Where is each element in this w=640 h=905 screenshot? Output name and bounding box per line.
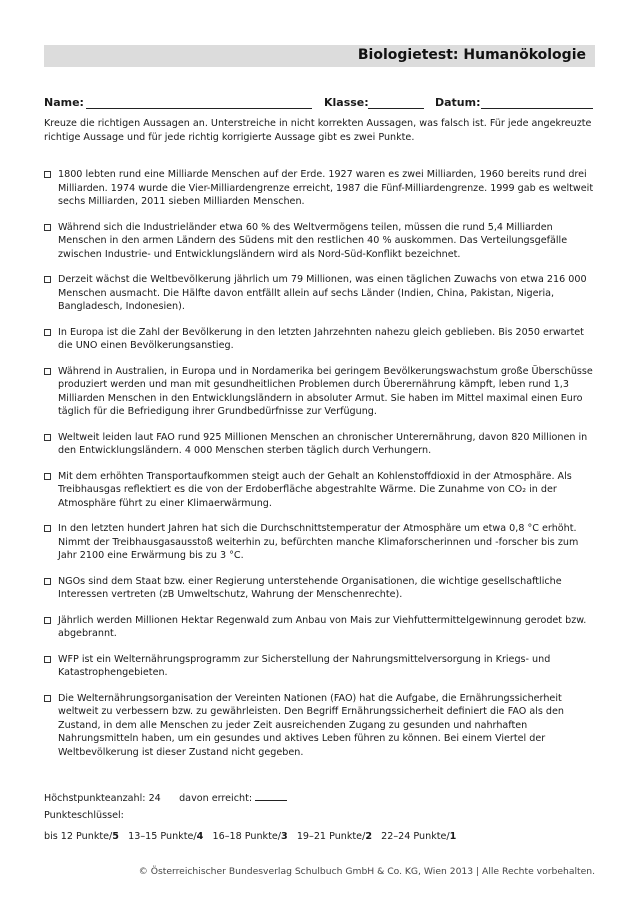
grade-value: 4 <box>196 831 204 842</box>
statement-item <box>44 614 595 641</box>
student-fields <box>44 96 595 112</box>
statement-item <box>44 365 595 419</box>
grade-value: 3 <box>280 831 288 842</box>
statement-text: Während sich die Industrieländer etwa 60 % des Weltvermögens teilen, müssen die rund 5,4 Milliarden Menschen in den armen Ländern des Südens mit den restlichen 40 % auskommen. Das Verteilungsgefälle zwischen Industrie- und Entwicklungsländern wird als Nord-Süd-Konflikt bezeichnet. <box>58 221 568 260</box>
score-line <box>44 790 287 804</box>
statement-text: Derzeit wächst die Weltbevölkerung jährlich um 79 Millionen, was einen täglichen Zuwachs von etwa 216 000 Menschen ausmacht. Die Hälfte davon entfällt allein auf sechs Länder (Indien, China, Pakistan, Nigeria, Bangladesch, Indonesien). <box>58 274 587 312</box>
statement-text: Die Welternährungsorganisation der Vereinten Nationen (FAO) hat die Aufgabe, die Ernährungssicherheit weltweit zu verbessern bzw. zu gewährleisten. Den Begriff Ernährungssicherheit definiert die FAO als den Zustand, in dem alle Menschen zu jeder Zeit ausreichenden Zugang zu gesunden und nahrhaften Nahrungsmitteln haben, um ein gesundes und aktives Leben führen zu können. Bei einem Viertel der Weltbevölkerung ist dieser Zustand nicht gegeben. <box>58 692 564 758</box>
klasse-label: Klasse: <box>324 96 369 109</box>
name-label: Name: <box>44 96 84 109</box>
grade-range: 16–18 Punkte/ <box>212 831 281 842</box>
statement-text: Weltweit leiden laut FAO rund 925 Millionen Menschen an chronischer Unterernährung, davon 820 Millionen in den Entwicklungsländern. 4 000 Menschen sterben täglich durch Verhungern. <box>58 431 588 456</box>
checkbox[interactable] <box>44 368 51 375</box>
statement-item <box>44 692 595 760</box>
checkbox[interactable] <box>44 329 51 336</box>
statement-text: NGOs sind dem Staat bzw. einer Regierung unterstehende Organisationen, die wichtige gesellschaftliche Interessen vertreten (zB Umweltschutz, Wahrung der Menschenrechte). <box>58 575 562 600</box>
statement-text: In den letzten hundert Jahren hat sich die Durchschnittstemperatur der Atmosphäre um etwa 0,8 °C erhöht. Nimmt der Treibhausgasausstoß weiterhin zu, befürchten manche Klimaforscherinnen und -forscher bis zum Jahr 2100 eine Erwärmung bis zu 3 °C. <box>58 523 579 561</box>
checkbox[interactable] <box>44 473 51 480</box>
header-bar <box>44 45 595 67</box>
statement-text: In Europa ist die Zahl der Bevölkerung in den letzten Jahrzehnten nahezu gleich geblieben. Bis 2050 erwartet die UNO einen Bevölkerungsanstieg. <box>58 326 584 351</box>
statement-item <box>44 470 595 511</box>
statement-item <box>44 273 595 314</box>
copyright: © Österreichischer Bundesverlag Schulbuch GmbH & Co. KG, Wien 2013 | Alle Rechte vorbehalten. <box>138 866 595 877</box>
checkbox[interactable] <box>44 578 51 585</box>
checkbox[interactable] <box>44 224 51 231</box>
name-field[interactable] <box>86 108 312 109</box>
checkbox[interactable] <box>44 617 51 624</box>
checkbox[interactable] <box>44 656 51 663</box>
max-points: Höchstpunkteanzahl: 24 <box>44 793 161 804</box>
grade-value: 2 <box>365 831 373 842</box>
grade-range: 19–21 Punkte/ <box>296 831 366 842</box>
statement-text: Jährlich werden Millionen Hektar Regenwald zum Anbau von Mais zur Viehfuttermittelgewinnung gerodet bzw. abgebrannt. <box>58 614 587 639</box>
statement-item <box>44 653 595 680</box>
checkbox[interactable] <box>44 525 51 532</box>
statement-item <box>44 221 595 262</box>
grade-range: bis 12 Punkte/ <box>44 831 113 842</box>
statement-text: Mit dem erhöhten Transportaufkommen steigt auch der Gehalt an Kohlenstoffdioxid in der Atmosphäre. Als Treibhausgas reflektiert es die von der Erdoberfläche abgestrahlte Wärme. Die Zunahme von CO₂ in der Atmosphäre führt zu einer Klimaerwärmung. <box>58 470 572 509</box>
grade-value: 1 <box>449 831 457 842</box>
klasse-field[interactable] <box>368 108 424 109</box>
statement-text: Während in Australien, in Europa und in Nordamerika bei geringem Bevölkerungswachstum große Überschüsse produziert werden und man mit gesundheitlichen Problemen durch Überernährung kämpft, leben rund 1,3 Milliarden Menschen in den Entwicklungsländern in absoluter Armut. Sie haben im Mittel maximal einen Euro täglich für die Befriedigung ihrer Grundbedürfnisse zur Verfügung. <box>58 365 593 417</box>
datum-label: Datum: <box>435 96 481 109</box>
statement-list <box>44 168 595 771</box>
achieved-field[interactable] <box>255 790 287 801</box>
key-label: Punkteschlüssel: <box>44 810 124 821</box>
statement-text: 1800 lebten rund eine Milliarde Menschen auf der Erde. 1927 waren es zwei Milliarden, 1960 bereits rund drei Milliarden. 1974 wurde die Vier-Milliardengrenze erreicht, 1987 die Fünf-Milliardengrenze. 1999 gab es weltweit sechs Milliarden, 2011 sieben Milliarden Menschen. <box>58 169 594 207</box>
checkbox[interactable] <box>44 434 51 441</box>
page-title: Biologietest: Humanökologie <box>357 47 586 63</box>
statement-item <box>44 575 595 602</box>
checkbox[interactable] <box>44 276 51 283</box>
achieved-label: davon erreicht: <box>179 793 253 804</box>
checkbox[interactable] <box>44 695 51 702</box>
grade-range: 22–24 Punkte/ <box>381 831 450 842</box>
statement-text: WFP ist ein Welternährungsprogramm zur Sicherstellung der Nahrungsmittelversorgung in Kriegs- und Katastrophengebieten. <box>58 653 551 678</box>
instructions: Kreuze die richtigen Aussagen an. Unterstreiche in nicht korrekten Aussagen, was falsch ist. Für jede angekreuzte richtige Aussage und für jede richtig korrigierte Aussage gibt es zwei Punkte. <box>44 118 592 143</box>
statement-item <box>44 326 595 353</box>
grade-value: 5 <box>112 831 119 842</box>
statement-item <box>44 431 595 458</box>
statement-item <box>44 168 595 209</box>
statement-item <box>44 522 595 563</box>
checkbox[interactable] <box>44 171 51 178</box>
datum-field[interactable] <box>481 108 593 109</box>
grade-range: 13–15 Punkte/ <box>128 831 197 842</box>
grade-key <box>44 831 456 842</box>
